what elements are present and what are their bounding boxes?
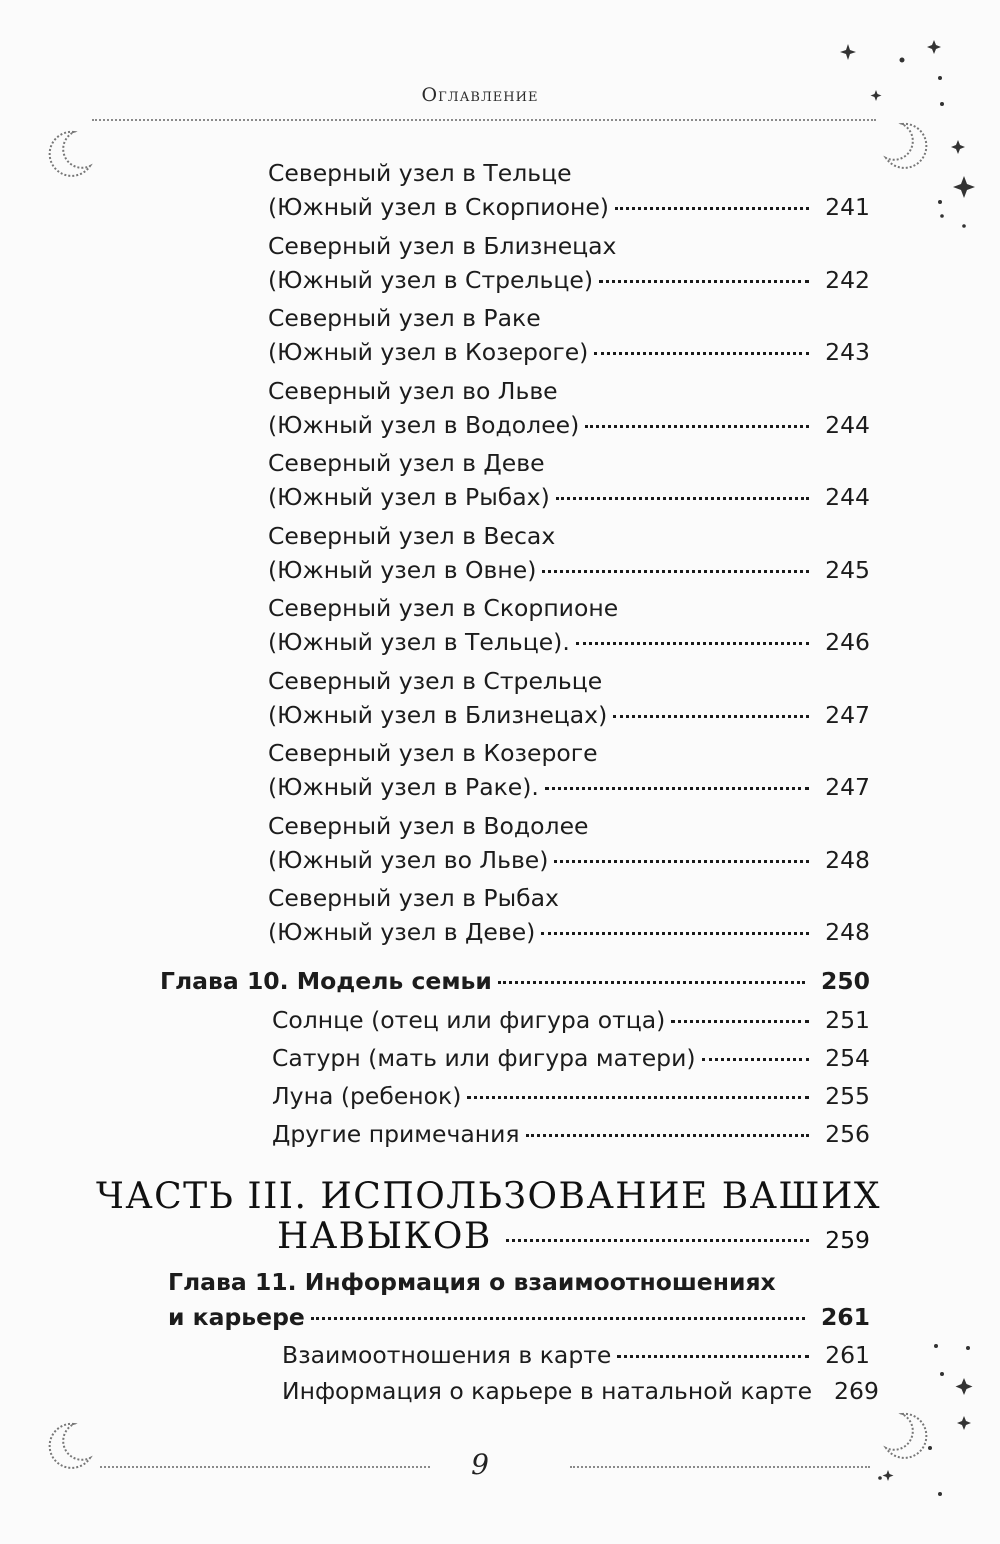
dot-leader <box>615 207 809 210</box>
entry-title: Луна (ребенок) <box>272 1082 462 1110</box>
page-number: 241 <box>825 193 870 221</box>
toc-entry-line1[interactable] <box>268 521 556 550</box>
chapter-title: Глава 10. Модель семьи <box>160 967 492 995</box>
running-header: Оглавление <box>421 84 539 106</box>
page-number: 247 <box>825 700 870 729</box>
entry-subtitle: (Южный узел в Деве) <box>268 918 536 946</box>
toc-entry-line1[interactable] <box>268 884 559 912</box>
page-number: 247 <box>825 773 870 801</box>
page-number: 246 <box>825 628 870 656</box>
dot-leader <box>498 981 805 984</box>
dot-leader <box>702 1058 810 1061</box>
toc-entry-line1[interactable] <box>268 231 617 260</box>
entry-subtitle: (Южный узел во Льве) <box>268 845 549 874</box>
toc-entry-line2[interactable] <box>268 410 870 439</box>
page-number: 254 <box>825 1044 870 1072</box>
toc-entry[interactable] <box>272 1120 870 1148</box>
dot-leader <box>311 1317 805 1320</box>
toc-chapter-11[interactable] <box>168 1268 776 1296</box>
toc-entry-line1[interactable] <box>268 304 541 332</box>
part-title-continued[interactable] <box>277 1216 870 1257</box>
toc-entry[interactable] <box>282 1377 879 1405</box>
entry-subtitle: (Южный узел в Овне) <box>268 555 537 584</box>
page-number: 261 <box>820 1303 870 1331</box>
toc-entry-line2[interactable] <box>268 338 870 366</box>
entry-title: Другие примечания <box>272 1120 520 1148</box>
page-number: 256 <box>825 1120 870 1148</box>
toc-entry-line2[interactable] <box>268 628 870 656</box>
dot-leader <box>467 1096 809 1099</box>
entry-subtitle: (Южный узел в Скорпионе) <box>268 193 609 221</box>
toc-entry-line2[interactable] <box>268 193 870 221</box>
entry-title: Северный узел в Рыбах <box>268 884 559 912</box>
toc-entry-line2[interactable] <box>268 483 870 511</box>
dot-leader <box>556 497 809 500</box>
chapter-title-line2: и карьере <box>168 1303 305 1331</box>
toc-entry[interactable] <box>282 1341 870 1369</box>
entry-title: Взаимоотношения в карте <box>282 1341 612 1369</box>
page-number: 245 <box>825 555 870 584</box>
dot-leader <box>594 352 809 355</box>
entry-title: Информация о карьере в натальной карте <box>282 1377 813 1405</box>
crescent-moon-icon <box>40 126 96 182</box>
entry-subtitle: (Южный узел в Водолее) <box>268 410 580 439</box>
page-number: 251 <box>825 1006 870 1034</box>
toc-entry-line1[interactable] <box>268 594 619 622</box>
toc-entry-line2[interactable] <box>268 700 870 729</box>
page-number: 248 <box>825 845 870 874</box>
entry-title: Северный узел в Тельце <box>268 159 572 187</box>
entry-title: Северный узел в Весах <box>268 521 556 550</box>
toc-entry[interactable] <box>272 1044 870 1072</box>
stars-icon <box>860 1318 990 1518</box>
part-title-line2: НАВЫКОВ <box>277 1216 492 1257</box>
entry-title: Северный узел в Стрельце <box>268 666 603 695</box>
entry-title: Северный узел в Раке <box>268 304 541 332</box>
dot-leader <box>554 860 809 863</box>
header-rule <box>92 119 876 121</box>
page-number: 259 <box>825 1226 870 1254</box>
toc-entry-line1[interactable] <box>268 376 558 405</box>
dot-leader <box>541 932 809 935</box>
toc-entry-line1[interactable] <box>268 811 589 840</box>
toc-entry-line1[interactable] <box>268 739 598 767</box>
toc-entry[interactable] <box>272 1006 870 1034</box>
page-number: 250 <box>820 967 870 995</box>
toc-entry-line2[interactable] <box>268 918 870 946</box>
entry-title: Северный узел в Близнецах <box>268 231 617 260</box>
entry-title: Северный узел в Водолее <box>268 811 589 840</box>
entry-subtitle: (Южный узел в Козероге) <box>268 338 589 366</box>
dot-leader <box>613 715 809 718</box>
dot-leader <box>545 787 809 790</box>
page-number: 244 <box>825 483 870 511</box>
entry-title: Северный узел в Козероге <box>268 739 598 767</box>
dot-leader <box>617 1355 809 1358</box>
toc-entry-line2[interactable] <box>268 555 870 584</box>
page-number: 248 <box>825 918 870 946</box>
entry-subtitle: (Южный узел в Раке). <box>268 773 539 801</box>
page-number: 243 <box>825 338 870 366</box>
toc-entry-line2[interactable] <box>268 773 870 801</box>
toc-entry-line2[interactable] <box>268 265 870 294</box>
dot-leader <box>576 642 809 645</box>
entry-title: Сатурн (мать или фигура матери) <box>272 1044 696 1072</box>
entry-title: Северный узел во Льве <box>268 376 558 405</box>
entry-title: Северный узел в Скорпионе <box>268 594 619 622</box>
toc-entry-line1[interactable] <box>268 449 545 477</box>
dot-leader <box>542 570 809 573</box>
toc-chapter-10[interactable] <box>160 967 870 995</box>
toc-entry-line1[interactable] <box>268 666 603 695</box>
entry-subtitle: (Южный узел в Рыбах) <box>268 483 550 511</box>
dot-leader <box>599 280 809 283</box>
entry-subtitle: (Южный узел в Тельце). <box>268 628 570 656</box>
toc-chapter-11-continued[interactable] <box>168 1303 870 1331</box>
dot-leader <box>526 1134 810 1137</box>
dot-leader <box>585 425 809 428</box>
entry-title: Северный узел в Деве <box>268 449 545 477</box>
entry-title: Солнце (отец или фигура отца) <box>272 1006 666 1034</box>
page-number: 269 <box>834 1377 879 1405</box>
toc-entry[interactable] <box>272 1082 870 1110</box>
entry-subtitle: (Южный узел в Близнецах) <box>268 700 608 729</box>
page-folio: 9 <box>471 1448 489 1481</box>
page-number: 261 <box>825 1341 870 1369</box>
part-title[interactable]: ЧАСТЬ III. ИСПОЛЬЗОВАНИЕ ВАШИХ <box>96 1176 882 1217</box>
page-number: 244 <box>825 410 870 439</box>
page-number: 255 <box>825 1082 870 1110</box>
toc-entry-line2[interactable] <box>268 845 870 874</box>
entry-subtitle: (Южный узел в Стрельце) <box>268 265 594 294</box>
dot-leader <box>671 1020 809 1023</box>
dot-leader <box>506 1239 809 1242</box>
page-number: 242 <box>825 265 870 294</box>
toc-entry-line1[interactable] <box>268 159 572 187</box>
chapter-title: Глава 11. Информация о взаимоотношениях <box>168 1268 776 1296</box>
